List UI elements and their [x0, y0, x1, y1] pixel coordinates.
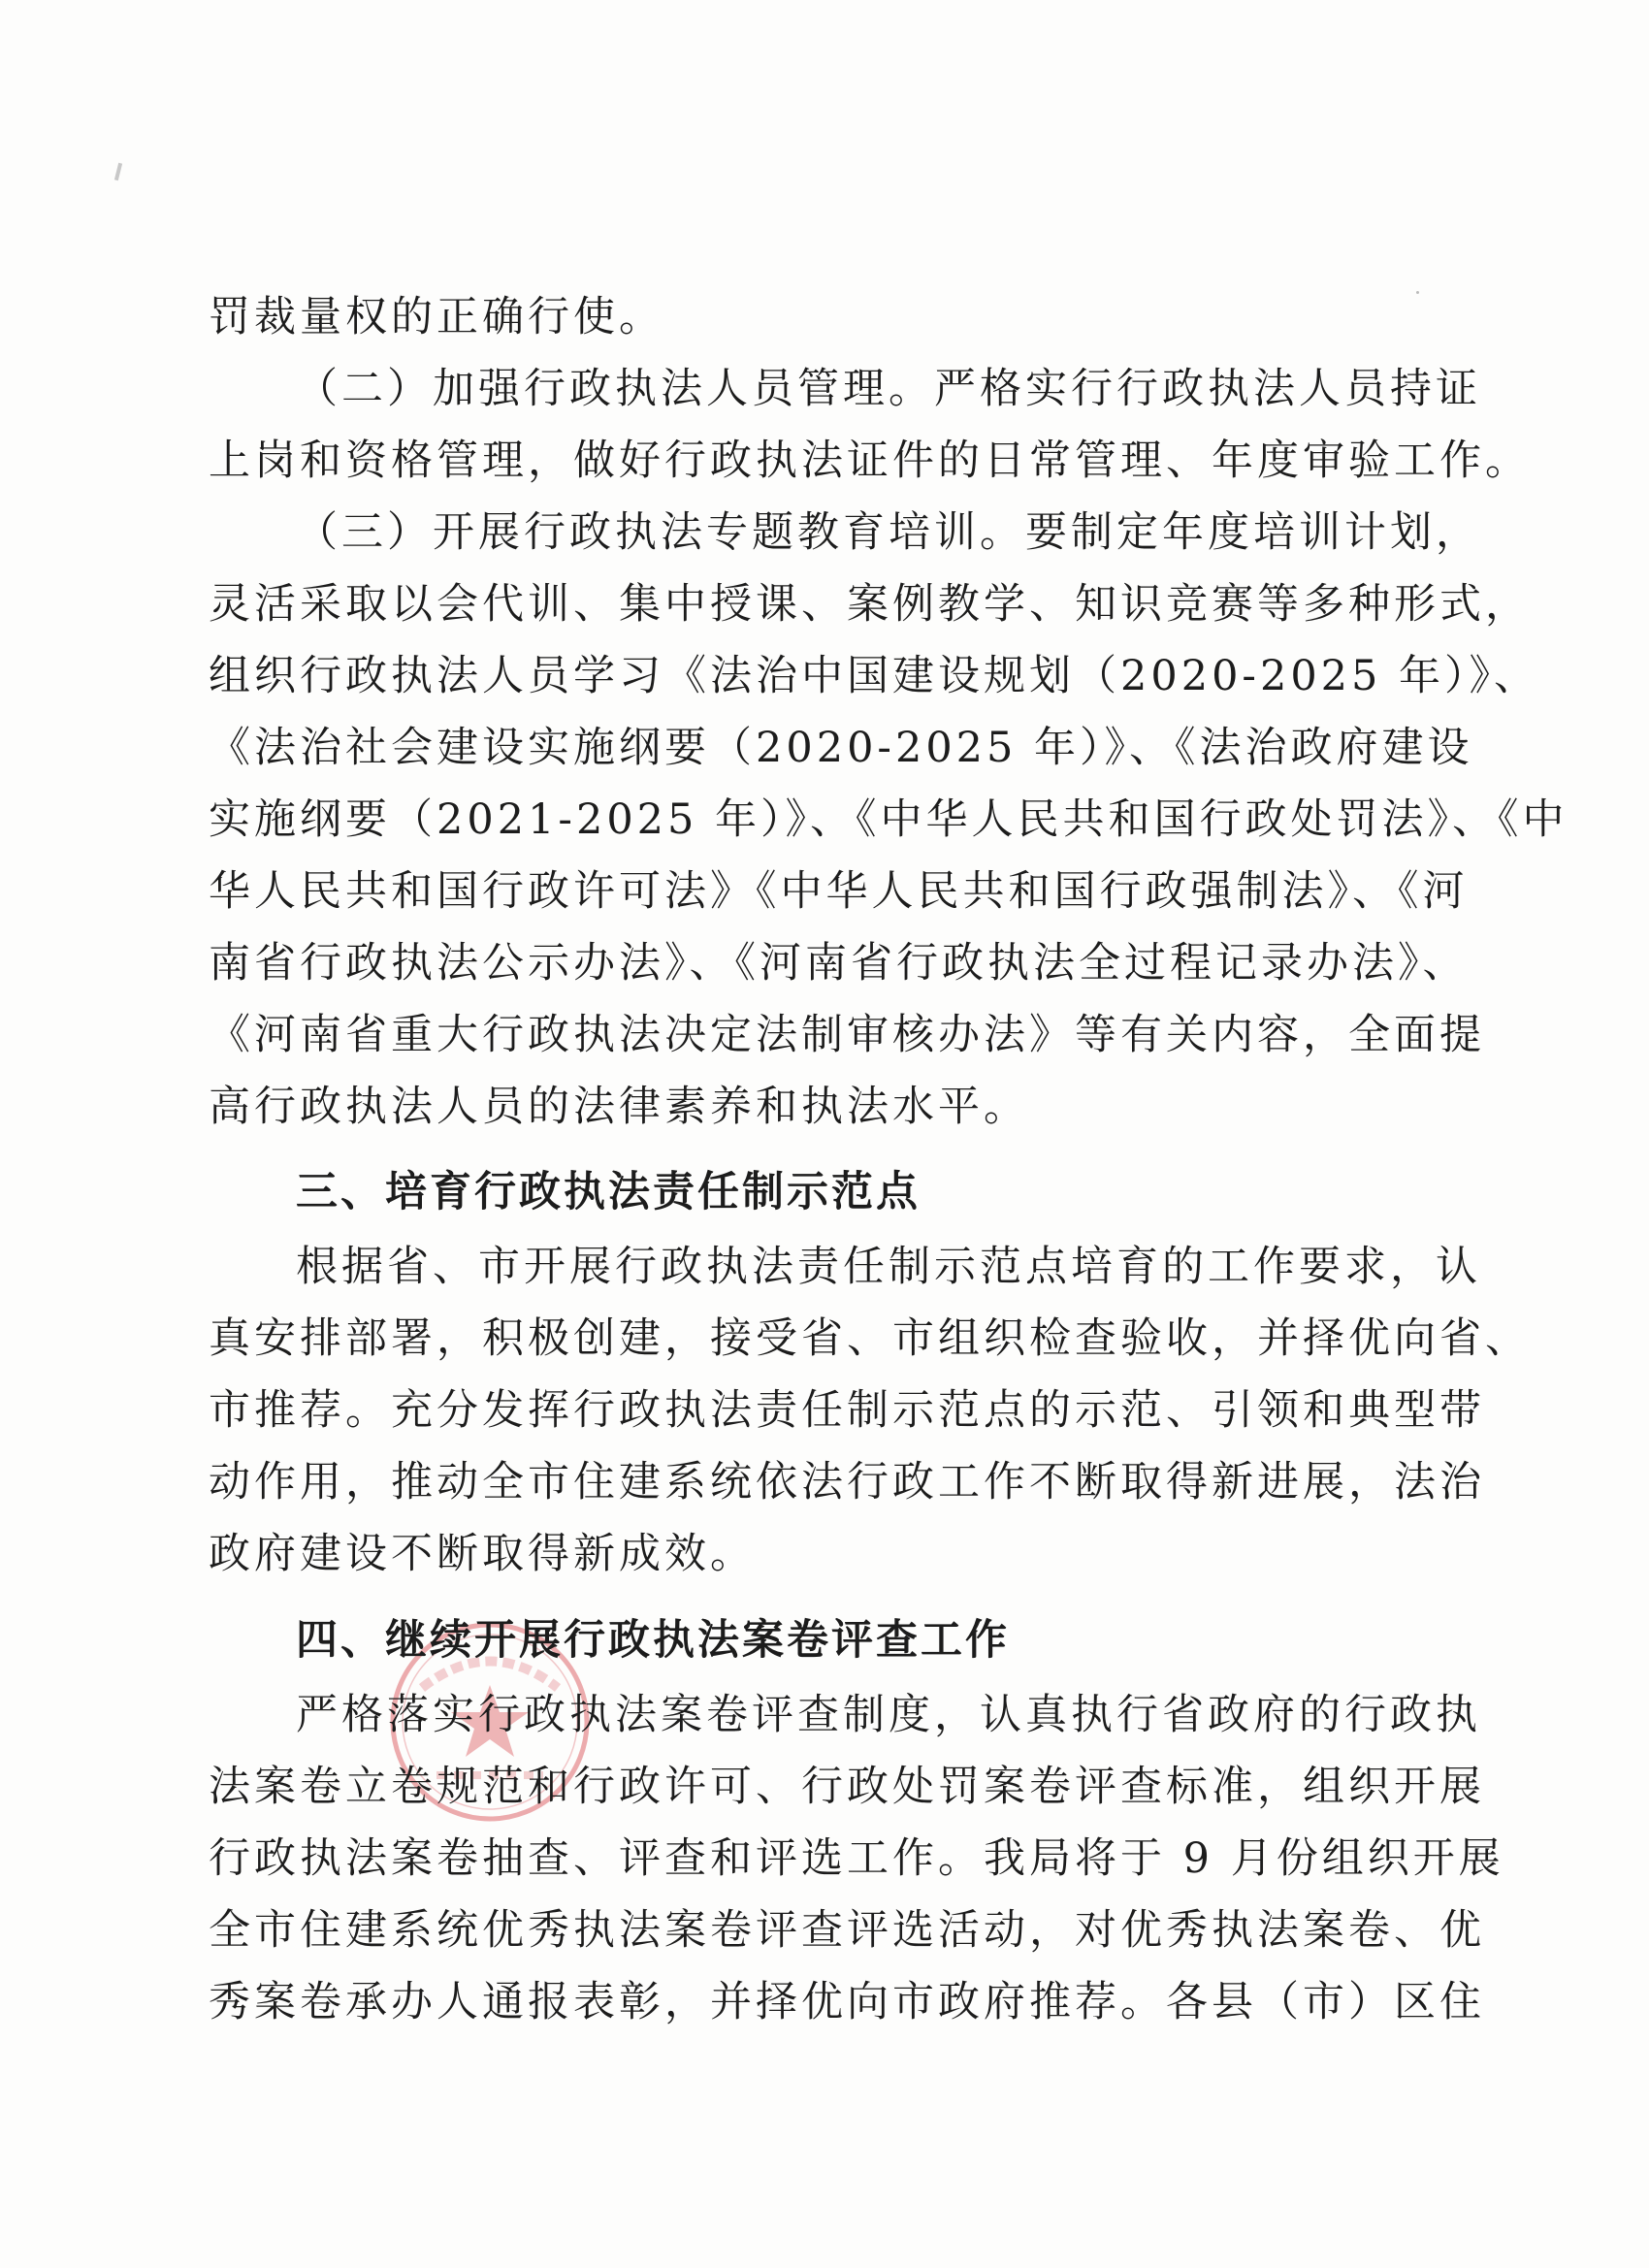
- text-line: 市推荐。充分发挥行政执法责任制示范点的示范、引领和典型带: [209, 1386, 1485, 1435]
- text-line: 全市住建系统优秀执法案卷评查评选活动，对优秀执法案卷、优: [209, 1906, 1485, 1955]
- text-line: 动作用，推动全市住建系统依法行政工作不断取得新进展，法治: [209, 1458, 1485, 1507]
- text-line: 华人民共和国行政许可法》《中华人民共和国行政强制法》、《河: [209, 867, 1469, 916]
- text-line: 南省行政执法公示办法》、《河南省行政执法全过程记录办法》、: [209, 939, 1469, 988]
- text-line: 灵活采取以会代训、集中授课、案例教学、知识竞赛等多种形式，: [209, 580, 1531, 629]
- text-line: 《法治社会建设实施纲要（2020-2025 年）》、《法治政府建设: [209, 724, 1473, 772]
- text-line: （三）开展行政执法专题教育培训。要制定年度培训计划，: [296, 508, 1481, 557]
- scan-speck: [1416, 291, 1419, 294]
- text-line: 实施纲要（2021-2025 年）》、《中华人民共和国行政处罚法》、《中: [209, 795, 1568, 844]
- text-line: 根据省、市开展行政执法责任制示范点培育的工作要求，认: [296, 1243, 1481, 1291]
- text-line: （二）加强行政执法人员管理。严格实行行政执法人员持证: [296, 365, 1481, 413]
- text-line: 上岗和资格管理，做好行政执法证件的日常管理、年度审验工作。: [209, 437, 1531, 485]
- text-line: 政府建设不断取得新成效。: [209, 1530, 756, 1578]
- text-line: 法案卷立卷规范和行政许可、行政处罚案卷评查标准，组织开展: [209, 1763, 1485, 1811]
- text-line: 行政执法案卷抽查、评查和评选工作。我局将于 9 月份组织开展: [209, 1834, 1504, 1883]
- text-line: 组织行政执法人员学习《法治中国建设规划（2020-2025 年）》、: [209, 652, 1540, 700]
- section-heading: 四、继续开展行政执法案卷评查工作: [296, 1616, 1010, 1665]
- text-line: 真安排部署，积极创建，接受省、市组织检查验收，并择优向省、: [209, 1314, 1531, 1363]
- text-line: 严格落实行政执法案卷评查制度，认真执行省政府的行政执: [296, 1691, 1481, 1739]
- text-line: 高行政执法人员的法律素养和执法水平。: [209, 1083, 1029, 1131]
- text-line: 《河南省重大行政执法决定法制审核办法》等有关内容，全面提: [209, 1011, 1485, 1059]
- text-line: 罚裁量权的正确行使。: [209, 293, 664, 341]
- text-line: 秀案卷承办人通报表彰，并择优向市政府推荐。各县（市）区住: [209, 1978, 1485, 2026]
- scan-speck: [114, 163, 122, 180]
- section-heading: 三、培育行政执法责任制示范点: [296, 1168, 921, 1216]
